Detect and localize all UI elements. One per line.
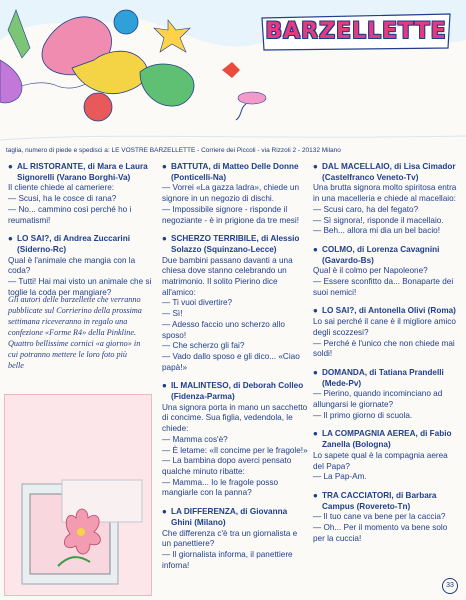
bullet-icon: ● [8, 162, 13, 171]
joke-heading: LO SAI?, di Andrea Zuccarini (Siderno-Rc) [17, 234, 130, 254]
joke-line: Lo sai perché il cane è il migliore amico degli scozzesi? [313, 317, 456, 337]
joke-heading: LA COMPAGNIA AEREA, di Fabio Zanella (Bologna) [322, 429, 452, 450]
joke-line: — Che scherzo gli fai? [162, 341, 245, 351]
joke-line: — Ti vuoi divertire? [162, 298, 233, 308]
joke-item [162, 381, 308, 499]
bullet-icon: ● [162, 381, 167, 391]
joke-line: — Il giornalista informa, il panettiere inforna! [162, 549, 293, 570]
page-number: 33 [442, 578, 458, 594]
bullet-icon: ● [313, 244, 318, 254]
joke-heading: DAL MACELLAIO, di Lisa Cimador (Castelfranco Veneto-Tv) [322, 162, 456, 182]
column-3 [313, 162, 457, 553]
photo-frame-image [18, 476, 144, 588]
column-1 [8, 162, 154, 306]
bullet-icon: ● [313, 162, 318, 171]
joke-heading: LA DIFFERENZA, di Giovanna Ghini (Milano) [171, 507, 288, 527]
joke-heading: SCHERZO TERRIBILE, di Alessio Solazzo (Squinzano-Lecce) [171, 234, 300, 254]
joke-line: Lo sapete qual è la compagnia aerea del Papa? [313, 450, 448, 471]
joke-heading: DOMANDA, di Tatiana Prandelli (Mede-Pv) [322, 367, 444, 388]
joke-line: Qual è l'animale che mangia con la coda? [8, 255, 136, 276]
bullet-icon: ● [313, 490, 318, 500]
joke-item [162, 234, 308, 373]
promo-text: Gli autori delle barzellette che verranno pubblicate sul Corrierino della prossima settimana riceveranno in regalo una confezione «Forme R4» della Pinkline. Quattro bellissime cornici «a giorno» in cui potranno mettere le loro foto più belle [8, 295, 142, 370]
joke-line: — Vado dallo sposo e gli dico... «Ciao papà!» [162, 351, 300, 372]
bullet-icon: ● [162, 162, 167, 171]
title-banner [258, 12, 454, 52]
joke-line: — Perché è l'unico che non chiede mai soldi! [313, 338, 455, 359]
joke-heading: TRA CACCIATORI, di Barbara Campus (Rovereto-Tn) [322, 490, 437, 511]
joke-line: — Scusi caro, ha del fegato? [313, 204, 419, 214]
joke-line: — La Pap-Am. [313, 472, 367, 482]
bullet-icon: ● [313, 306, 318, 316]
joke-line: — Il primo giorno di scuola. [313, 410, 413, 420]
joke-heading: IL MALINTESO, di Deborah Colleo (Fidenza-Parma) [171, 381, 304, 402]
joke-line: — Oh... Per il momento va bene solo per la cuccia! [313, 523, 448, 543]
bullet-icon: ● [8, 234, 13, 244]
joke-line: Che differenza c'è tra un giornalista e un panettiere? [162, 528, 298, 549]
joke-line: — No... cammino così perché ho i reumatismi! [8, 204, 132, 225]
joke-item [313, 491, 457, 545]
joke-line: — Pierino, quando incominciano ad allungarsi le giornate? [313, 389, 443, 410]
submit-instructions: taglia, numero di piede e spedisci a: LE VOSTRE BARZELLETTE - Corriere dei Piccoli - via Rizzoli 2 - 20132 Milano [6, 147, 341, 154]
joke-item [313, 306, 457, 360]
joke-item [162, 162, 308, 226]
joke-line: Il cliente chiede al cameriere: [8, 183, 115, 193]
joke-line: — Essere sconfitto da... Bonaparte dei suoi nemici! [313, 277, 454, 297]
joke-line: — Sì signora!, risponde il macellaio. [313, 215, 444, 225]
joke-line: — Il tuo cane va bene per la caccia? [313, 512, 446, 522]
joke-line: — Sì! [162, 309, 183, 319]
joke-line: — Vorrei «La gazza ladra», chiede un signore in un negozio di dischi. [162, 183, 300, 204]
joke-heading: BATTUTA, di Matteo Delle Donne (Ponticelli-Na) [171, 162, 299, 182]
joke-heading: LO SAI?, di Antonella Olivi (Roma) [322, 306, 456, 316]
joke-item [313, 162, 457, 237]
joke-line: Una brutta signora molto spiritosa entra in una macelleria e chiede al macellaio: [313, 183, 457, 204]
joke-item [8, 162, 154, 226]
joke-heading: COLMO, di Lorenza Cavagnini (Gavardo-Bs) [322, 244, 440, 265]
joke-item [313, 245, 457, 299]
joke-line: — Mamma... Io le fragole posso mangiarle con la panna? [162, 477, 279, 498]
joke-line: Due bambini passano davanti a una chiesa dove stanno celebrando un matrimonio. Il solito Pierino dice all'amico: [162, 255, 293, 297]
joke-item [313, 429, 457, 483]
joke-line: — Scusi, ha le cosce di rana? [8, 194, 117, 204]
joke-line: — La bambina dopo averci pensato qualche minuto ribatte: [162, 456, 292, 476]
joke-line: — Mamma cos'è? [162, 434, 228, 444]
joke-item [313, 368, 457, 422]
joke-heading: AL RISTORANTE, di Mara e Laura Signorelli (Varano Borghi-Va) [17, 162, 148, 182]
bullet-icon: ● [313, 429, 318, 439]
joke-line: Una signora porta in mano un sacchetto di concime. Sua figlia, vedendola, le chiede: [162, 402, 308, 434]
bullet-icon: ● [162, 507, 167, 517]
joke-line: — Beh... allora mi dia un bel bacio! [313, 226, 440, 236]
joke-item [162, 507, 308, 571]
joke-line: — È letame: «Il concime per le fragole!» [162, 445, 308, 455]
joke-item [8, 234, 154, 298]
column-2 [162, 162, 308, 579]
joke-line: — Tutti! Hai mai visto un animale che si toglie la coda per mangiare? [8, 277, 152, 297]
bullet-icon: ● [162, 234, 167, 244]
joke-line: Qual è il colmo per Napoleone? [313, 266, 428, 276]
bullet-icon: ● [313, 367, 318, 377]
page-title: BARZELLETTE [265, 19, 447, 44]
joke-line: — Impossibile signore - risponde il negoziante - è in prigione da tre mesi! [162, 204, 299, 225]
joke-line: — Adesso faccio uno scherzo allo sposo! [162, 319, 285, 340]
